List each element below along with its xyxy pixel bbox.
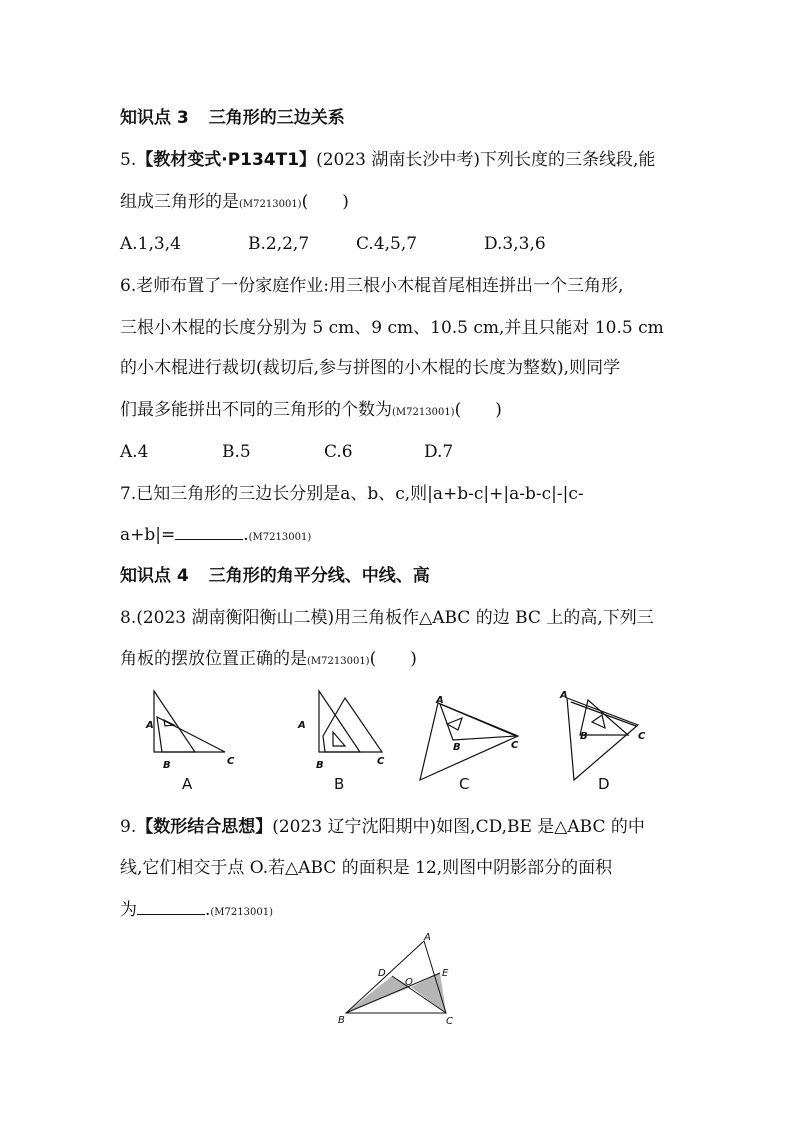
answer-paren: ( )	[454, 400, 502, 420]
option-b: B.5	[222, 442, 251, 462]
question-8-line-2: 角板的摆放位置正确的是(M7213001)( )	[120, 649, 417, 669]
question-6-options	[120, 440, 680, 464]
question-6-line-3: 的小木棍进行裁切(裁切后,参与拼图的小木棍的长度为整数),则同学	[120, 358, 621, 378]
figure-a-point-a: A	[146, 720, 154, 731]
question-6-line-4: 们最多能拼出不同的三角形的个数为(M7213001)( )	[120, 400, 502, 420]
figure-d-point-c: C	[638, 731, 646, 742]
option-c: C.6	[324, 442, 353, 462]
figure-d	[567, 698, 638, 780]
answer-paren: ( )	[301, 192, 349, 212]
point-d-label: D	[378, 968, 386, 979]
question-5-line-1: 5.【教材变式·P134T1】(2023 湖南长沙中考)下列长度的三条线段,能	[120, 150, 656, 170]
figure-b-caption: B	[334, 775, 345, 793]
figure-d-caption: D	[598, 775, 610, 793]
option-b: B.2,2,7	[248, 234, 310, 254]
section-3-title: 三角形的三边关系	[208, 108, 345, 128]
figure-a-point-b: B	[163, 760, 171, 771]
figure-d-point-a: A	[560, 690, 568, 701]
question-9-line-2: 线,它们相交于点 O.若△ABC 的面积是 12,则图中阴影部分的面积	[120, 858, 613, 878]
question-6-line-2: 三根小木棍的长度分别为 5 cm、9 cm、10.5 cm,并且只能对 10.5 cm	[120, 318, 664, 338]
figure-c-caption: C	[459, 775, 470, 793]
figure-a-caption: A	[182, 775, 193, 793]
question-code: (M7213001)	[239, 199, 302, 210]
figure-c-point-c: C	[511, 740, 519, 751]
section-4-number: 知识点 4	[120, 566, 189, 586]
figure-d-point-b: B	[580, 731, 588, 742]
question-code: (M7213001)	[210, 907, 273, 918]
question-5-tag: 【教材变式·P134T1】	[136, 150, 317, 170]
option-d: D.7	[424, 442, 454, 462]
figure-c	[420, 703, 518, 780]
point-c-label: C	[446, 1016, 453, 1027]
section-4-title: 三角形的角平分线、中线、高	[208, 566, 430, 586]
figure-b-point-a: A	[298, 720, 306, 731]
answer-blank	[175, 523, 243, 540]
option-c: C.4,5,7	[356, 234, 418, 254]
option-a: A.1,3,4	[120, 234, 181, 254]
question-5-line-2: 组成三角形的是(M7213001)( )	[120, 192, 349, 212]
point-e-label: E	[442, 968, 449, 979]
answer-paren: ( )	[369, 649, 417, 669]
figure-a	[154, 691, 225, 752]
question-9-tag: 【数形结合思想】	[136, 817, 273, 837]
figure-c-point-a: A	[436, 695, 444, 706]
option-d: D.3,3,6	[484, 234, 546, 254]
figure-c-point-b: B	[453, 742, 461, 753]
question-code: (M7213001)	[307, 656, 370, 667]
question-8-line-1: 8.(2023 湖南衡阳衡山二模)用三角板作△ABC 的边 BC 上的高,下列三	[120, 608, 654, 628]
section-3-heading	[120, 106, 345, 130]
question-8-figures	[0, 680, 794, 800]
shaded-region-left	[346, 976, 411, 1013]
figure-a-point-c: C	[227, 756, 235, 767]
question-5-options	[120, 232, 680, 256]
question-9-figure	[330, 928, 470, 1033]
question-7-line-2: a+b|= .(M7213001)	[120, 525, 312, 545]
question-6-line-1: 6.老师布置了一份家庭作业:用三根小木棍首尾相连拼出一个三角形,	[120, 276, 624, 296]
question-9-line-1: 9.【数形结合思想】(2023 辽宁沈阳期中)如图,CD,BE 是△ABC 的中	[120, 817, 645, 837]
answer-blank	[137, 898, 205, 915]
figure-b-point-b: B	[316, 760, 324, 771]
question-7-line-1: 7.已知三角形的三边长分别是a、b、c,则|a+b-c|+|a-b-c|-|c-	[120, 484, 584, 504]
question-9-line-3: 为 .(M7213001)	[120, 900, 273, 920]
point-o-label: O	[405, 977, 413, 988]
question-code: (M7213001)	[248, 532, 312, 543]
figure-b	[319, 691, 382, 752]
point-a-label: A	[424, 932, 431, 943]
option-a: A.4	[120, 442, 149, 462]
point-b-label: B	[338, 1015, 345, 1026]
section-4-heading	[120, 564, 430, 588]
figure-b-point-c: C	[377, 756, 385, 767]
section-3-number: 知识点 3	[120, 108, 189, 128]
question-code: (M7213001)	[392, 407, 455, 418]
